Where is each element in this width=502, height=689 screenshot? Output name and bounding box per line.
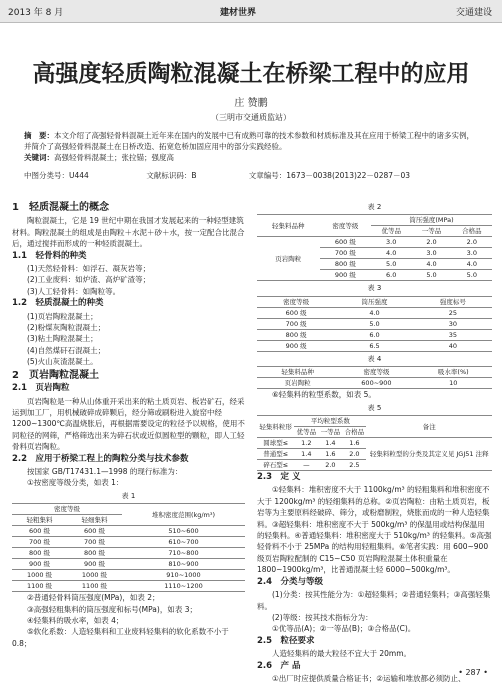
table-cell: 6.0 — [371, 270, 411, 281]
list-item: (2)工业废料：如炉渣、高炉矿渣等； — [27, 275, 151, 285]
table-cell: 900 级 — [12, 559, 67, 570]
table-cell: 700 级 — [257, 318, 335, 329]
table-cell: 1100 级 — [67, 581, 122, 592]
table-row — [12, 570, 245, 581]
list-item: (5)火山灰渣混凝土。 — [27, 357, 98, 367]
table-caption: 表 5 — [367, 403, 382, 412]
table-header: 强度标号 — [414, 296, 492, 307]
list-item: ①优等品(A)；②一等品(B)；③合格品(C)。 — [272, 624, 416, 634]
right-column — [257, 200, 492, 684]
paragraph: ①轻集料：堆积密度不大于 1100kg/m³ 的轻粗集料和堆积密度不大于 1200kg/m³ 的轻细集料的总称。②页岩陶粒：由粘土质页岩，板岩等为主要原料经破碎、筛分，或粉磨制粒，烧胀而成的一种人造轻集料。③超轻集料：堆积密度不大于 500kg/m³ 的保温用或结构保温用的轻集料。④普通轻集料：堆积密度大于 510kg/m³ 的轻集料。⑤高强轻骨料不小于 25MPa 的结构用轻粗集料。⑥笔者实践：用 600~900 级页岩陶粒配制的 C15~C50 页岩陶粒混凝土体积重量在 1800~1900kg/m³，比普通混凝土轻 6000~500kg/m³。 — [257, 485, 492, 575]
table-1 — [12, 503, 245, 592]
table-cell: 1.2 — [294, 438, 318, 449]
table-cell: 900 级 — [257, 340, 335, 351]
table-cell: 35 — [414, 329, 492, 340]
list-item: (1)页岩陶粒混凝土； — [27, 311, 98, 321]
table-header: 平均粒型系数 — [294, 416, 366, 427]
table-cell: 页岩陶粒 — [257, 237, 320, 281]
subsection-heading: 2.2 应用于桥梁工程上的陶粒分类与技术参数 — [12, 453, 189, 464]
list-item: (4)自然煤矸石混凝土； — [27, 345, 106, 355]
table-cell: 600 级 — [320, 237, 371, 248]
table-note: 轻集料粒型的分类及其定义见 JGJ51 注释 — [366, 438, 492, 471]
paragraph: 陶粒混凝土，它是 19 世纪中期在我国才发展起来的一种轻型建筑材料。陶粒混凝土的组成是由陶粒＋水泥＋砂＋水，按一定配合比混合后，通过搅拌而形成的一种轻质混凝土。 — [12, 216, 245, 249]
table-cell: 1.4 — [294, 449, 318, 460]
table-header: 轻集料品种 — [257, 215, 320, 237]
table-header: 轻集料品种 — [257, 367, 338, 378]
table-row — [12, 548, 245, 559]
list-item: ③高强轻粗集料的筒压强度和标号(MPa)，如表 3； — [27, 604, 197, 614]
table-header: 一等品 — [318, 427, 342, 438]
table-cell: 5.0 — [452, 270, 492, 281]
list-item: ④轻集料的吸水率，如表 4； — [27, 615, 124, 625]
table-row — [257, 307, 492, 318]
table-cell: 6.0 — [335, 329, 413, 340]
affiliation: （三明市交通质监站） — [211, 113, 291, 122]
table-cell: 510~600 — [122, 526, 245, 537]
table-cell: 2.0 — [342, 449, 366, 460]
paragraph: 按国家 GB/T17431.1—1998 的现行标准为： — [27, 466, 183, 476]
table-header: 合格品 — [342, 427, 366, 438]
table-cell: 2.0 — [452, 237, 492, 248]
table-cell: 1000 级 — [67, 570, 122, 581]
table-header: 密度等级 — [257, 296, 335, 307]
table-header: 合格品 — [452, 226, 492, 237]
table-cell: 4.0 — [452, 259, 492, 270]
table-cell: 700 级 — [67, 537, 122, 548]
table-header: 吸水率(%) — [415, 367, 492, 378]
abstract — [24, 130, 479, 163]
subsection-heading: 2.3 定 义 — [257, 472, 301, 483]
table-row — [12, 581, 245, 592]
table-cell: 800 级 — [320, 259, 371, 270]
paragraph: 人造轻集料的最大粒径不宜大于 20mm。 — [272, 649, 412, 659]
table-cell: 700 级 — [320, 248, 371, 259]
table-caption: 表 1 — [121, 491, 136, 500]
table-5 — [257, 415, 492, 471]
subsection-heading: 2.1 页岩陶粒 — [12, 383, 70, 394]
table-cell: 600 级 — [67, 526, 122, 537]
table-cell: 3.0 — [371, 237, 411, 248]
table-caption: 表 4 — [367, 354, 382, 363]
table-cell: 800 级 — [12, 548, 67, 559]
section-heading: 2 页岩陶粒混凝土 — [12, 369, 99, 381]
paragraph: ①出厂时应提供质量合格证书；②运输和堆放都必须防止、 — [272, 673, 466, 683]
list-item: (3)粘土陶粒混凝土； — [27, 334, 98, 344]
keywords-label: 关键词： — [24, 153, 54, 162]
table-cell: 600 级 — [257, 307, 335, 318]
table-header: 堆积密度范围(kg/m³) — [122, 504, 245, 526]
table-cell: 700 级 — [12, 537, 67, 548]
table-row — [257, 318, 492, 329]
table-cell: 600 级 — [12, 526, 67, 537]
keywords-text: 高强轻骨料混凝土；张拉锚；强度高 — [54, 153, 174, 162]
list-item: (2)等级：按其技术指标分为： — [272, 612, 373, 622]
table-cell: 1.6 — [318, 449, 342, 460]
section-heading: 1 轻质混凝土的概念 — [12, 202, 109, 213]
table-header: 筒压强度 — [335, 296, 413, 307]
list-item: ⑥轻集料的粒型系数，如表 5。 — [272, 390, 376, 400]
table-cell: 30 — [414, 318, 492, 329]
article-meta — [24, 170, 479, 181]
subsection-heading: 2.4 分类与等级 — [257, 576, 324, 587]
table-cell: 25 — [414, 307, 492, 318]
table-row — [12, 559, 245, 570]
clc-number: 中图分类号：U444 — [24, 171, 89, 180]
list-item: ①按密度等级分类，如表 1： — [27, 478, 124, 488]
table-row — [257, 340, 492, 351]
table-cell: 2.5 — [342, 460, 366, 471]
table-cell: 810~900 — [122, 559, 245, 570]
abstract-label: 摘 要： — [24, 131, 54, 140]
table-caption: 表 3 — [367, 284, 382, 293]
header-section: 交通建设 — [455, 8, 492, 18]
table-cell: 普通型≤ — [257, 449, 294, 460]
table-cell: 900 级 — [320, 270, 371, 281]
subsection-heading: 1.2 轻质混凝土的种类 — [12, 298, 104, 309]
table-header: 备注 — [366, 416, 492, 438]
list-item: (3)人工轻骨料：如陶粒等。 — [27, 286, 121, 296]
table-header: 轻细集料 — [67, 515, 122, 526]
table-cell: 4.0 — [411, 259, 451, 270]
table-cell: 5.0 — [411, 270, 451, 281]
table-caption: 表 2 — [367, 203, 382, 211]
table-row — [257, 237, 492, 248]
table-header: 密度等级 — [12, 504, 122, 515]
table-cell: 710~800 — [122, 548, 245, 559]
table-header: 优等品 — [294, 427, 318, 438]
table-cell: 4.0 — [371, 248, 411, 259]
table-header: 筒压强度(MPa) — [371, 215, 492, 226]
table-cell: 3.0 — [411, 248, 451, 259]
table-cell: — — [294, 460, 318, 471]
table-header: 密度等级 — [320, 215, 371, 237]
list-item: ②普通轻骨料筒压强度(MPa)，如表 2； — [27, 593, 160, 603]
table-cell: 800 级 — [257, 329, 335, 340]
table-cell: 1000 级 — [12, 570, 67, 581]
table-cell: 910~1000 — [122, 570, 245, 581]
table-row — [257, 329, 492, 340]
table-cell: 2.0 — [411, 237, 451, 248]
table-cell: 610~700 — [122, 537, 245, 548]
table-cell: 页岩陶粒 — [257, 378, 338, 389]
table-cell: 6.5 — [335, 340, 413, 351]
left-column — [12, 200, 245, 649]
table-cell: 5.0 — [371, 259, 411, 270]
table-3 — [257, 296, 492, 352]
subsection-heading: 2.6 产 品 — [257, 660, 301, 671]
table-cell: 600~900 — [338, 378, 414, 389]
table-cell: 900 级 — [67, 559, 122, 570]
table-cell: 1.6 — [342, 438, 366, 449]
table-cell: 1100 级 — [12, 581, 67, 592]
table-row — [12, 526, 245, 537]
table-row — [257, 438, 492, 449]
table-cell: 10 — [415, 378, 492, 389]
article-title: 高强度轻质陶粒混凝土在桥梁工程中的应用 — [32, 60, 470, 87]
running-header — [0, 0, 502, 23]
table-cell: 圆球型≤ — [257, 438, 294, 449]
table-cell: 1.4 — [318, 438, 342, 449]
table-2 — [257, 214, 492, 281]
author: 庄 赞鹏 — [234, 98, 268, 109]
table-row — [12, 537, 245, 548]
table-header: 密度等级 — [338, 367, 414, 378]
table-cell: 1110~1200 — [122, 581, 245, 592]
table-cell: 碎石型≤ — [257, 460, 294, 471]
table-cell: 2.0 — [318, 460, 342, 471]
article-number: 文章编号：1673－0038(2013)22－0287－03 — [248, 171, 411, 180]
table-cell: 5.0 — [335, 318, 413, 329]
table-cell: 800 级 — [67, 548, 122, 559]
list-item: (2)粉煤灰陶粒混凝土； — [27, 323, 106, 333]
table-cell: 4.0 — [335, 307, 413, 318]
table-cell: 3.0 — [452, 248, 492, 259]
table-4 — [257, 366, 492, 389]
table-row — [257, 378, 492, 389]
table-cell: 40 — [414, 340, 492, 351]
table-header: 优等品 — [371, 226, 411, 237]
table-header: 轻集料粒形 — [257, 416, 294, 438]
list-item: (1)天然轻骨料：如浮石、凝灰岩等； — [27, 264, 151, 274]
table-header: 一等品 — [411, 226, 451, 237]
subsection-heading: 1.1 轻骨料的种类 — [12, 250, 87, 261]
page-number: • 287 • — [458, 668, 488, 677]
list-item: (1)分类：按其性能分为：①超轻集料；②普通轻集料；③高强轻集料。 — [257, 590, 491, 611]
subsection-heading: 2.5 粒径要求 — [257, 635, 315, 646]
table-header: 轻粗集料 — [12, 515, 67, 526]
header-date: 2013 年 8 月 — [8, 8, 64, 18]
abstract-text: 本文介绍了高强轻骨料混凝土近年来在国内的发展中已有成熟可靠的技术参数和材质标准及其在应用于桥梁工程中的诸多实例，并简介了高强轻骨料混凝土在日桥改造、拓宽危桥加固应用中的部分实践经验。 — [24, 131, 474, 151]
paragraph: 页岩陶粒是一种从山体重开采出来的粘土质页岩、板岩矿石，经采运到加工厂，用机械破碎成碎颗后，经分筛或刷粉进入旋窑中经 1200~1300℃高温烧胀后，再根据需要设定的粒径予以规格，使用不同粒径的网筛，严格筛选出来为碎石状或近似圆粒型的颗粒，即人工轻骨料页岩陶粒。 — [12, 396, 245, 452]
doc-code: 文献标识码：B — [146, 171, 197, 180]
header-journal: 建材世界 — [220, 8, 257, 18]
list-item: ⑤软化系数：人造轻集料和工业废料轻集料的软化系数不小于 0.8； — [12, 627, 229, 648]
